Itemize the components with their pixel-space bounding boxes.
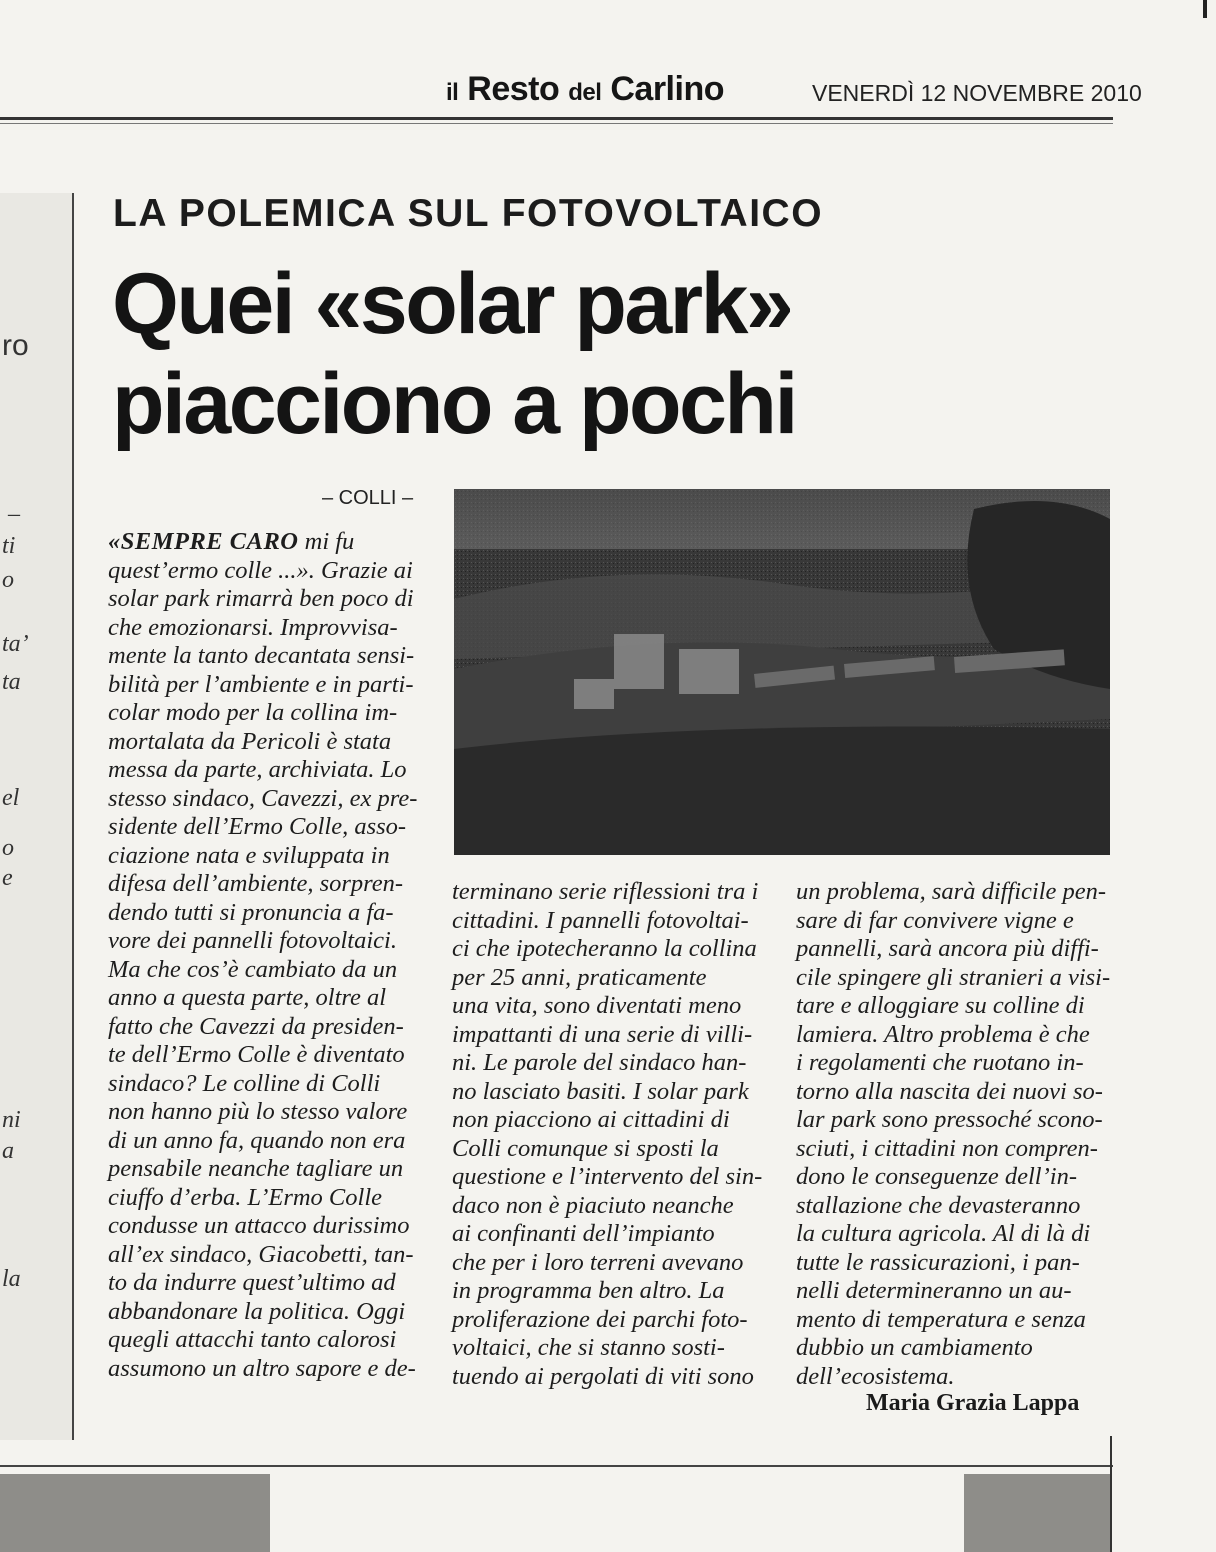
article-column-1	[108, 528, 434, 1383]
article-text-line: sare di far convivere vigne e	[796, 906, 1074, 934]
article-text-line: anno a questa parte, oltre al	[108, 984, 387, 1011]
article-text-line: daco non è piaciuto neanche	[452, 1191, 734, 1219]
article-text-line: abbandonare la politica. Oggi	[108, 1297, 406, 1325]
article-text-line: to da indurre quest’ultimo ad	[108, 1269, 396, 1296]
masthead-logo-il: il	[446, 79, 459, 106]
article-text-line: solar park rimarrà ben poco di	[108, 585, 414, 612]
article-text-line: dono le conseguenze dell’in-	[796, 1163, 1077, 1190]
adjacent-column-text: o	[2, 835, 14, 861]
adjacent-column-text: e	[2, 865, 13, 891]
article-text-line: difesa dell’ambiente, sorpren-	[108, 870, 404, 897]
masthead-rule	[0, 117, 1113, 120]
article-text-line: mente la tanto decantata sensi-	[108, 642, 415, 669]
article-text-line: lar park sono pressoché scono-	[796, 1106, 1103, 1133]
article-text-line: assumono un altro sapore e de-	[108, 1354, 416, 1382]
adjacent-column-text: ni	[2, 1107, 21, 1133]
article-text-line: voltaici, che si stanno sosti-	[452, 1334, 725, 1361]
headline-line-1: Quei «solar park»	[112, 256, 792, 352]
article-text-line: fatto che Cavezzi da presiden-	[108, 1012, 404, 1040]
article-text-line: tutte le rassicurazioni, i pan-	[796, 1248, 1080, 1276]
article-text-line: impattanti di una serie di villi-	[452, 1020, 753, 1048]
article-photo	[454, 489, 1110, 855]
article-text-line: non hanno più lo stesso valore	[108, 1098, 408, 1125]
article-text-line: che emozionarsi. Improvvisa-	[108, 613, 398, 641]
article-text-line: la cultura agricola. Al di là di	[796, 1220, 1091, 1247]
article-text-line: stallazione che devasteranno	[796, 1191, 1081, 1219]
article-text-line: che per i loro terreni avevano	[452, 1248, 744, 1276]
article-text-line: te dell’Ermo Colle è diventato	[108, 1041, 405, 1068]
adjacent-article-strip-left	[0, 1474, 270, 1552]
article-text-line: terminano serie riflessioni tra i	[452, 878, 759, 905]
right-rule	[1110, 1436, 1112, 1552]
article-text-line: all’ex sindaco, Giacobetti, tan-	[108, 1240, 414, 1268]
article-text-line: nelli determineranno un au-	[796, 1277, 1072, 1304]
article-text-line: quest’ermo colle ...». Grazie ai	[108, 556, 413, 584]
article-text-line: ci che ipotecheranno la collina	[452, 935, 757, 962]
article-text-line: condusse un attacco durissimo	[108, 1212, 410, 1239]
masthead-logo-carlino: Carlino	[610, 70, 724, 108]
article-text-line: una vita, sono diventati meno	[452, 992, 742, 1019]
article-text-line: cile spingere gli stranieri a visi-	[796, 963, 1111, 991]
article-text-line: no lasciato basiti. I solar park	[452, 1077, 749, 1105]
article-text-line: ciuffo d’erba. L’Ermo Colle	[108, 1183, 383, 1211]
article-text-line: dendo tutti si pronuncia a fa-	[108, 898, 394, 926]
article-headline	[112, 254, 796, 454]
article-text-line: quegli attacchi tanto calorosi	[108, 1326, 397, 1353]
article-text-line: mortalata da Pericoli è stata	[108, 727, 392, 755]
article-text-line: ciazione nata e sviluppata in	[108, 841, 390, 869]
masthead-logo-del: del	[568, 79, 602, 106]
article-text-line: i regolamenti che ruotano in-	[796, 1049, 1084, 1076]
article-text-line: Colli comunque si sposti la	[452, 1134, 719, 1162]
article-text-line: ai confinanti dell’impianto	[452, 1220, 715, 1247]
article-text-line: messa da parte, archiviata. Lo	[108, 756, 407, 783]
article-text-line: dell’ecosistema.	[796, 1362, 955, 1390]
adjacent-column-text: ta’	[2, 631, 29, 657]
adjacent-column-text: a	[2, 1138, 14, 1164]
article-kicker: LA POLEMICA SUL FOTOVOLTAICO	[113, 192, 824, 235]
article-lead-caps: «SEMPRE CARO	[108, 528, 299, 555]
article-text-line: di un anno fa, quando non era	[108, 1126, 406, 1154]
article-text-line: mento di temperatura e senza	[796, 1305, 1086, 1333]
article-text-line: cittadini. I pannelli fotovoltai-	[452, 906, 749, 934]
article-text-line: bilità per l’ambiente e in parti-	[108, 670, 414, 698]
article-text-line: colar modo per la collina im-	[108, 699, 398, 726]
article-text-line: stesso sindaco, Cavezzi, ex pre-	[108, 784, 418, 812]
adjacent-column-text: ta	[2, 669, 21, 695]
article-text-line: proliferazione dei parchi foto-	[452, 1305, 748, 1333]
article-text-line: pannelli, sarà ancora più diffi-	[796, 935, 1099, 962]
article-column-3	[796, 878, 1114, 1391]
photo-hillside-illustration	[454, 489, 1110, 855]
adjacent-column-text: o	[2, 567, 14, 593]
adjacent-column-text: el	[2, 785, 20, 811]
masthead-logo-resto: Resto	[467, 70, 560, 108]
adjacent-article-strip-right	[964, 1474, 1112, 1552]
masthead-rule-thin	[0, 123, 1113, 124]
article-text-line: sindaco? Le colline di Colli	[108, 1069, 381, 1097]
adjacent-column-text: la	[2, 1266, 21, 1292]
issue-date: VENERDÌ 12 NOVEMBRE 2010	[812, 80, 1142, 106]
article-author: Maria Grazia Lappa	[866, 1390, 1080, 1416]
article-text-line: tuendo ai pergolati di viti sono	[452, 1362, 754, 1390]
article-text-line: vore dei pannelli fotovoltaici.	[108, 927, 397, 954]
article-text-line: sciuti, i cittadini non compren-	[796, 1134, 1098, 1162]
scan-edge-mark	[1203, 0, 1207, 18]
article-text-line	[108, 528, 434, 557]
article-text-line: dubbio un cambiamento	[796, 1334, 1033, 1361]
article-lead-rest: mi fu	[298, 528, 355, 555]
article-text-line: sidente dell’Ermo Colle, asso-	[108, 813, 407, 840]
adjacent-column-text: –	[2, 501, 20, 527]
headline-line-2: piacciono a pochi	[112, 356, 796, 452]
adjacent-column-fragment	[0, 193, 74, 1440]
adjacent-column-text: ro	[2, 329, 29, 362]
article-text-line: ni. Le parole del sindaco han-	[452, 1049, 747, 1076]
adjacent-column-text: ti	[2, 533, 16, 559]
article-text-line: per 25 anni, praticamente	[452, 963, 707, 991]
article-text-line: in programma ben altro. La	[452, 1277, 725, 1304]
article-text-line: un problema, sarà difficile pen-	[796, 878, 1107, 905]
article-text-line: torno alla nascita dei nuovi so-	[796, 1077, 1103, 1105]
article-column-2	[452, 878, 772, 1391]
newspaper-masthead	[446, 70, 724, 109]
article-text-line: questione e l’intervento del sin-	[452, 1163, 763, 1190]
article-text-line: tare e alloggiare su colline di	[796, 992, 1085, 1019]
article-text-line: non piacciono ai cittadini di	[452, 1106, 730, 1133]
article-text-line: lamiera. Altro problema è che	[796, 1020, 1090, 1048]
article-text-line: Ma che cos’è cambiato da un	[108, 955, 398, 983]
article-text-line: pensabile neanche tagliare un	[108, 1155, 404, 1182]
article-dateline: – COLLI –	[322, 487, 414, 509]
bottom-rule	[0, 1465, 1113, 1467]
